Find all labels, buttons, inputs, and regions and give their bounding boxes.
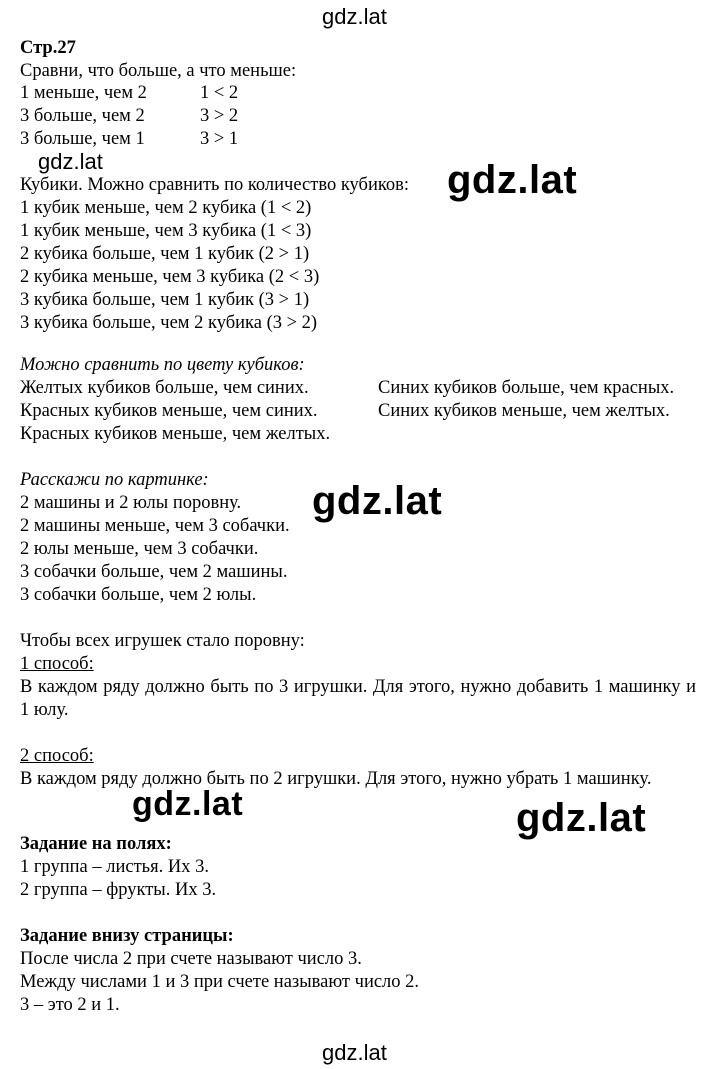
cubes-line: 2 кубика меньше, чем 3 кубика (2 < 3) <box>20 267 320 287</box>
method2-text: В каждом ряду должно быть по 2 игрушки. Для этого, нужно убрать 1 машинку. <box>20 769 652 789</box>
story-heading: Расскажи по картинке: <box>20 470 209 490</box>
bottom-task-line: 3 – это 2 и 1. <box>20 995 120 1015</box>
watermark-middle: gdz.lat <box>312 479 443 523</box>
cubes-line: 2 кубика больше, чем 1 кубик (2 > 1) <box>20 244 310 264</box>
story-line: 2 юлы меньше, чем 3 собачки. <box>20 539 259 559</box>
color-right-line: Синих кубиков больше, чем красных. <box>378 378 675 398</box>
watermark-right-1: gdz.lat <box>447 158 578 202</box>
cubes-line: 1 кубик меньше, чем 2 кубика (1 < 2) <box>20 198 312 218</box>
cubes-line: 3 кубика больше, чем 2 кубика (3 > 2) <box>20 313 318 333</box>
story-line: 2 машины меньше, чем 3 собачки. <box>20 516 290 536</box>
compare-row-1-text: 1 меньше, чем 2 <box>20 83 147 103</box>
color-right-line: Синих кубиков меньше, чем желтых. <box>378 401 670 421</box>
compare-row-3-sign: 3 > 1 <box>200 129 239 149</box>
margin-task-line: 2 группа – фрукты. Их 3. <box>20 880 217 900</box>
watermark-left-2: gdz.lat <box>132 785 244 823</box>
watermark-left-1: gdz.lat <box>38 149 103 174</box>
compare-row-2-text: 3 больше, чем 2 <box>20 106 145 126</box>
compare-row-1-sign: 1 < 2 <box>200 83 239 103</box>
bottom-task-line: Между числами 1 и 3 при счете называют число 2. <box>20 972 420 992</box>
method2-label: 2 способ: <box>20 746 94 766</box>
method1-label: 1 способ: <box>20 654 94 674</box>
bottom-task-heading: Задание внизу страницы: <box>20 926 234 946</box>
watermark-right-2: gdz.lat <box>516 796 647 840</box>
cubes-line: 1 кубик меньше, чем 3 кубика (1 < 3) <box>20 221 312 241</box>
compare-intro: Сравни, что больше, а что меньше: <box>20 61 297 81</box>
story-line: 3 собачки больше, чем 2 машины. <box>20 562 288 582</box>
bottom-task-line: После числа 2 при счете называют число 3. <box>20 949 362 969</box>
margin-task-heading: Задание на полях: <box>20 834 172 854</box>
color-left-line: Желтых кубиков больше, чем синих. <box>20 378 309 398</box>
cubes-intro: Кубики. Можно сравнить по количество кубиков: <box>20 175 410 195</box>
story-line: 3 собачки больше, чем 2 юлы. <box>20 585 257 605</box>
margin-task-line: 1 группа – листья. Их 3. <box>20 857 209 877</box>
watermark-top: gdz.lat <box>322 4 387 29</box>
equal-intro: Чтобы всех игрушек стало поровну: <box>20 631 305 651</box>
color-left-line: Красных кубиков меньше, чем синих. <box>20 401 318 421</box>
color-left-line: Красных кубиков меньше, чем желтых. <box>20 424 331 444</box>
page-heading: Стр.27 <box>20 38 76 58</box>
compare-row-2-sign: 3 > 2 <box>200 106 239 126</box>
cubes-line: 3 кубика больше, чем 1 кубик (3 > 1) <box>20 290 310 310</box>
color-heading: Можно сравнить по цвету кубиков: <box>20 355 305 375</box>
compare-row-3-text: 3 больше, чем 1 <box>20 129 145 149</box>
method1-text: В каждом ряду должно быть по 3 игрушки. Для этого, нужно добавить 1 машинку и 1 юлу. <box>20 677 696 720</box>
story-line: 2 машины и 2 юлы поровну. <box>20 493 242 513</box>
watermark-bottom: gdz.lat <box>322 1040 387 1065</box>
